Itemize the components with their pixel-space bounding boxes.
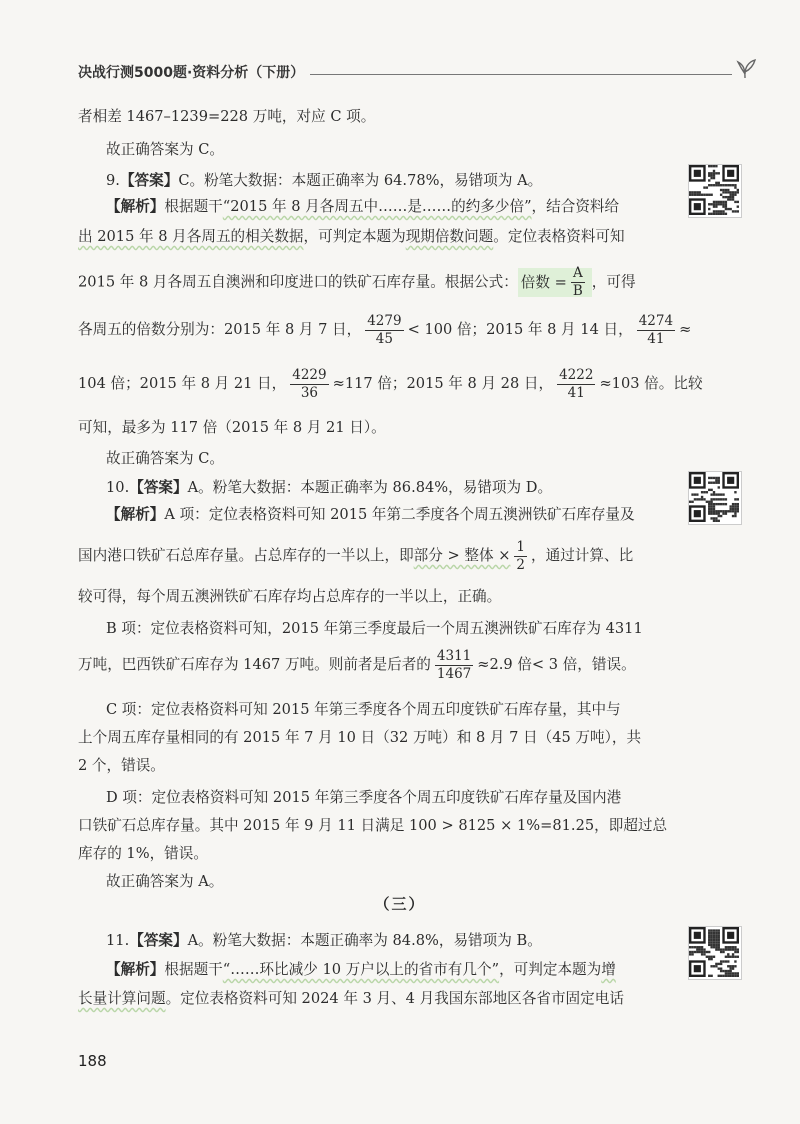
text-span: ≈ bbox=[679, 321, 692, 338]
text-span: 根据题干 bbox=[164, 961, 223, 978]
text-span: 【解析】 bbox=[106, 961, 165, 978]
page-header bbox=[78, 62, 758, 86]
text-span: 出 2015 年 8 月各周五的相关数据 bbox=[78, 228, 304, 245]
text-span: 4279 bbox=[367, 312, 402, 329]
text-span: 【答案】 bbox=[119, 172, 179, 189]
text-line bbox=[78, 365, 703, 403]
text-span: 库存的 1%，错误。 bbox=[78, 845, 208, 862]
text-line bbox=[78, 311, 691, 349]
text-line bbox=[78, 816, 667, 836]
text-span: 【解析】 bbox=[106, 198, 165, 215]
text-span: 较可得，每个周五澳洲铁矿石库存均占总库存的一半以上，正确。 bbox=[78, 588, 502, 605]
leaf-icon bbox=[732, 56, 758, 80]
fraction bbox=[514, 539, 527, 574]
text-span: 。定位表格资料可知 2024 年 3 月、4 月我国东部地区各省市固定电话 bbox=[165, 990, 624, 1007]
fraction bbox=[435, 648, 473, 683]
text-span: 国内港口铁矿石总库存量。占总库存的一半以上，即 bbox=[78, 547, 414, 564]
fraction bbox=[365, 313, 403, 348]
text-line bbox=[78, 107, 375, 127]
text-span: C 项：定位表格资料可知 2015 年第三季度各个周五印度铁矿石库存量，其中与 bbox=[106, 701, 621, 718]
text-span: 长量计算问题 bbox=[78, 990, 166, 1007]
text-span: 4274 bbox=[638, 312, 674, 329]
text-line bbox=[78, 844, 208, 864]
header-rule bbox=[310, 74, 732, 75]
formula-line bbox=[78, 265, 636, 300]
text-line bbox=[78, 646, 636, 684]
text-line bbox=[78, 227, 625, 247]
text-span: ，可判定本题为 bbox=[303, 228, 406, 245]
text-span: 1467 bbox=[436, 665, 472, 682]
fraction bbox=[637, 313, 675, 348]
text-span: 。定位表格资料可知 bbox=[493, 228, 625, 245]
text-span: ，可判定本题为 bbox=[499, 961, 602, 978]
text-span: 104 倍；2015 年 8 月 21 日， bbox=[78, 375, 287, 392]
text-span: 11. bbox=[106, 932, 130, 949]
text-span: ≈103 倍。比较 bbox=[599, 375, 703, 392]
qr-code-pattern bbox=[689, 472, 739, 522]
fraction bbox=[557, 367, 595, 402]
text-span: 者相差 1467–1239=228 万吨，对应 C 项。 bbox=[78, 108, 376, 125]
text-span: B 项：定位表格资料可知，2015 年第三季度最后一个周五澳洲铁矿石库存为 4311 bbox=[106, 620, 643, 637]
text-span: 1 bbox=[516, 538, 526, 555]
answer-line-q9 bbox=[106, 171, 542, 191]
text-line bbox=[106, 700, 621, 720]
analysis-line-q11 bbox=[106, 960, 616, 980]
formula-highlight bbox=[518, 265, 592, 299]
text-span: < 100 倍；2015 年 8 月 14 日， bbox=[407, 321, 633, 338]
qr-code-icon[interactable] bbox=[688, 926, 742, 980]
text-line bbox=[106, 619, 643, 639]
text-span: 故正确答案为 C。 bbox=[106, 141, 224, 158]
text-span: 45 bbox=[375, 330, 393, 347]
text-span: A 项：定位表格资料可知 2015 年第二季度各个周五澳洲铁矿石库存量及 bbox=[164, 506, 635, 523]
text-span: 2 个，错误。 bbox=[78, 757, 165, 774]
analysis-line-q9 bbox=[106, 197, 619, 217]
text-span: ≈117 倍；2015 年 8 月 28 日， bbox=[332, 375, 554, 392]
text-line bbox=[78, 756, 165, 776]
analysis-line-q10 bbox=[106, 505, 635, 525]
text-span: A。粉笔大数据：本题正确率为 86.84%，易错项为 D。 bbox=[187, 479, 553, 496]
text-span: 2015 年 8 月各周五自澳洲和印度进口的铁矿石库存量。根据公式： bbox=[78, 273, 518, 291]
text-span: 上个周五库存量相同的有 2015 年 7 月 10 日（32 万吨）和 8 月 7 日（45 万吨），共 bbox=[78, 729, 642, 746]
text-span: 万吨，巴西铁矿石库存为 1467 万吨。则前者是后者的 bbox=[78, 656, 431, 673]
text-span: 各周五的倍数分别为：2015 年 8 月 7 日， bbox=[78, 321, 362, 338]
text-span: ，可得 bbox=[591, 273, 636, 291]
text-span: 【答案】 bbox=[129, 932, 188, 949]
text-span: 部分 > 整体 × bbox=[413, 547, 511, 564]
text-line bbox=[78, 728, 641, 748]
text-span: ，结合资料给 bbox=[531, 198, 620, 215]
text-span: 4311 bbox=[436, 647, 472, 664]
text-span: 增 bbox=[601, 961, 616, 978]
text-span: ，通过计算、比 bbox=[531, 547, 634, 564]
text-span: A bbox=[571, 265, 585, 283]
text-span: C。粉笔大数据：本题正确率为 64.78%，易错项为 A。 bbox=[178, 172, 543, 189]
qr-code-pattern bbox=[689, 927, 739, 977]
text-span: 4222 bbox=[559, 366, 594, 383]
text-span: 故正确答案为 C。 bbox=[106, 450, 224, 467]
section-heading: （三） bbox=[374, 895, 426, 913]
text-span: 9. bbox=[106, 172, 120, 189]
text-line bbox=[78, 989, 624, 1009]
answer-line-q11 bbox=[106, 931, 542, 951]
text-span: 41 bbox=[567, 384, 585, 401]
fraction bbox=[571, 265, 585, 300]
text-line bbox=[78, 587, 501, 607]
text-span: 2 bbox=[516, 556, 526, 573]
text-span: D 项：定位表格资料可知 2015 年第三季度各个周五印度铁矿石库存量及国内港 bbox=[106, 789, 622, 806]
text-span: 10. bbox=[106, 479, 130, 496]
qr-code-icon[interactable] bbox=[688, 471, 742, 525]
text-span: 【解析】 bbox=[106, 506, 165, 523]
answer-line-q10 bbox=[106, 478, 552, 498]
text-span: A。粉笔大数据：本题正确率为 84.8%，易错项为 B。 bbox=[187, 932, 542, 949]
text-span: “……环比减少 10 万户以上的省市有几个” bbox=[222, 961, 500, 978]
text-span: 倍数 = bbox=[520, 273, 567, 291]
text-span: 4229 bbox=[292, 366, 327, 383]
text-span: 口铁矿石总库存量。其中 2015 年 9 月 11 日满足 100 > 8125 × 1%=81.25，即超过总 bbox=[78, 817, 668, 834]
page-number: 188 bbox=[78, 1052, 107, 1070]
text-line bbox=[106, 788, 621, 808]
text-span: ≈2.9 倍< 3 倍，错误。 bbox=[477, 656, 636, 673]
text-line bbox=[106, 449, 224, 469]
fraction bbox=[290, 367, 328, 402]
text-span: 【答案】 bbox=[129, 479, 188, 496]
text-line bbox=[106, 140, 224, 160]
text-span: 可知，最多为 117 倍（2015 年 8 月 21 日）。 bbox=[78, 419, 386, 436]
text-line bbox=[78, 537, 633, 575]
text-span: 41 bbox=[647, 330, 665, 347]
text-span: “2015 年 8 月各周五中……是……的约多少倍” bbox=[222, 198, 532, 215]
text-line bbox=[78, 418, 386, 438]
header-title: 决战行测5000题·资料分析（下册） bbox=[78, 65, 305, 81]
text-span: 根据题干 bbox=[164, 198, 223, 215]
qr-code-pattern bbox=[689, 165, 739, 215]
text-line bbox=[106, 872, 223, 892]
text-span: B bbox=[572, 283, 583, 299]
text-span: 现期倍数问题 bbox=[405, 228, 494, 245]
qr-code-icon[interactable] bbox=[688, 164, 742, 218]
text-span: 故正确答案为 A。 bbox=[106, 873, 224, 890]
text-span: 36 bbox=[300, 384, 319, 401]
